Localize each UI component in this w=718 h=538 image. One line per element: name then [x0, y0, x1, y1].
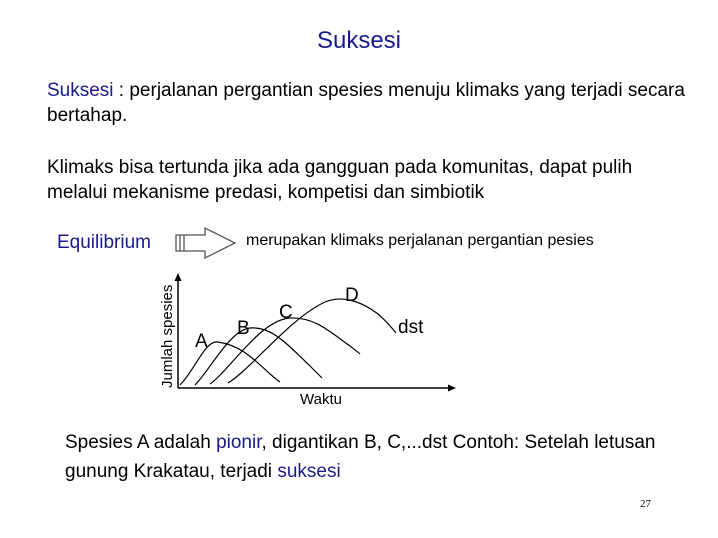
x-axis-arrowhead: [448, 385, 456, 392]
y-axis-arrowhead: [175, 273, 182, 281]
example-paragraph: [65, 428, 695, 486]
curve-c: [210, 318, 360, 384]
curve-label-b: B: [237, 318, 250, 339]
succession-term: suksesi: [277, 461, 341, 482]
arrow-right-icon: [175, 226, 237, 260]
example-text-1: Spesies A adalah: [65, 432, 217, 453]
y-axis-label: Jumlah spesies: [159, 284, 176, 388]
x-axis-label: Waktu: [300, 391, 342, 408]
slide-title: Suksesi: [316, 27, 402, 54]
example-text-2: , digantikan B, C,...dst Contoh: Setelah letusan gunung Krakatau, terjadi: [65, 432, 656, 482]
curve-label-a: A: [195, 331, 208, 352]
curve-label-dst: dst: [398, 317, 424, 338]
definition-term: Suksesi: [47, 80, 114, 101]
definition-text: : perjalanan pergantian spesies menuju klimaks yang terjadi secara bertahap.: [47, 80, 685, 126]
climax-paragraph: Klimaks bisa tertunda jika ada gangguan pada komunitas, dapat pulih melalui mekanisme predasi, kompetisi dan simbiotik: [47, 157, 633, 203]
equilibrium-label: Equilibrium: [57, 232, 151, 253]
curve-d: [228, 299, 396, 383]
pioneer-term: pionir: [216, 432, 262, 453]
curve-label-d: D: [345, 285, 359, 306]
definition-paragraph: [47, 78, 687, 128]
page-number: 27: [640, 498, 651, 510]
succession-graph: [150, 270, 460, 410]
equilibrium-description: merupakan klimaks perjalanan pergantian pesies: [246, 232, 594, 249]
curve-label-c: C: [279, 302, 293, 323]
